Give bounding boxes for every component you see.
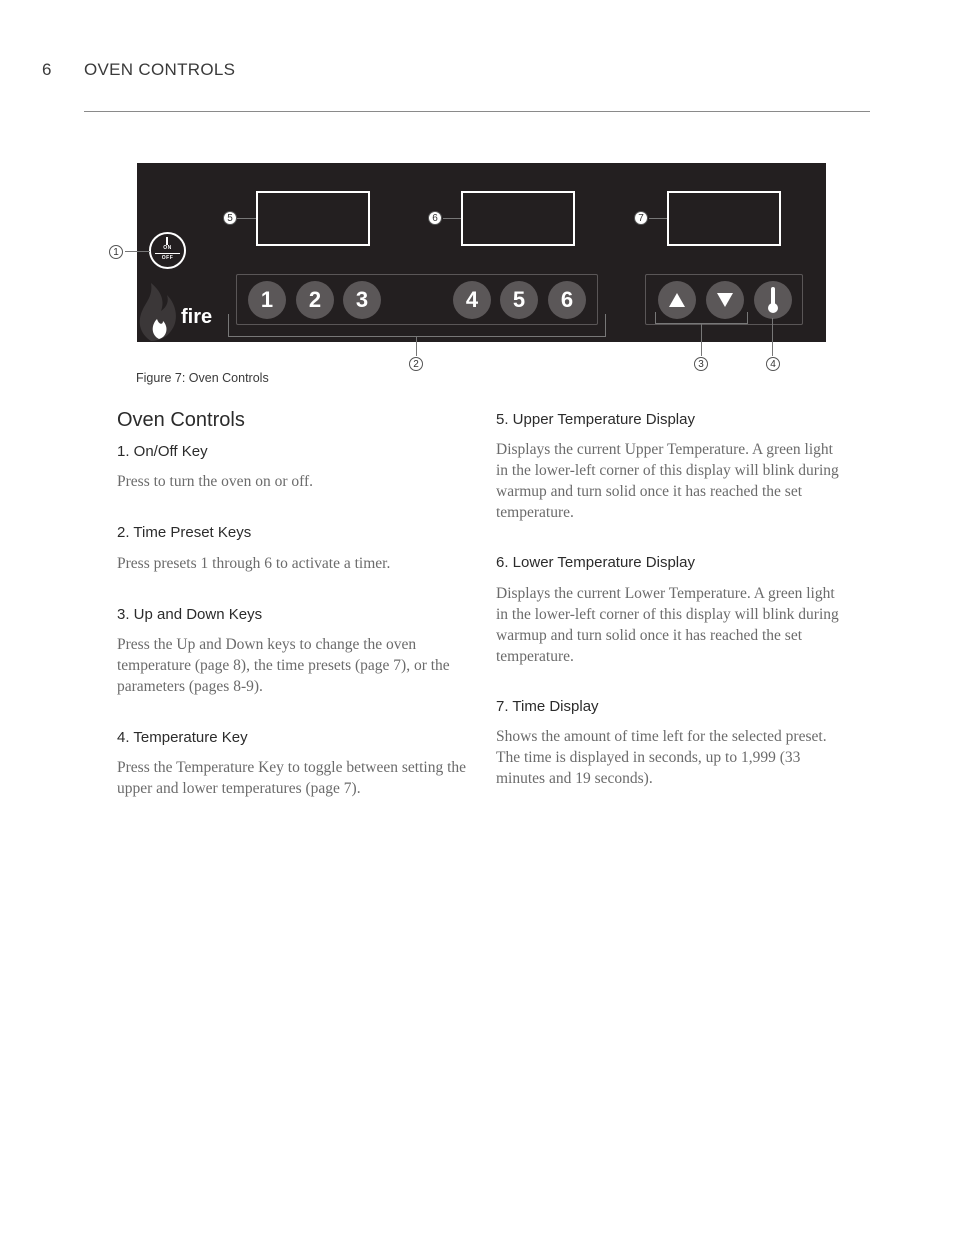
item-title-on-off: 1. On/Off Key bbox=[117, 443, 208, 460]
preset-key-6[interactable]: 6 bbox=[548, 281, 586, 319]
callout-6: 6 bbox=[428, 211, 442, 225]
item-body-upper-display: Displays the current Upper Temperature. A green light in the lower-left corner of this display will blink during warmup and turn solid once it has reached the set temperature. bbox=[496, 441, 839, 521]
off-label: OFF bbox=[161, 255, 174, 261]
callout-5: 5 bbox=[223, 211, 237, 225]
callout-line-7 bbox=[649, 218, 667, 219]
page-number: 6 bbox=[42, 60, 52, 79]
preset-key-3[interactable]: 3 bbox=[343, 281, 381, 319]
item-title-temperature-key: 4. Temperature Key bbox=[117, 729, 248, 746]
callout-line-1 bbox=[125, 251, 150, 252]
figure-caption: Figure 7: Oven Controls bbox=[136, 371, 269, 385]
time-display bbox=[667, 191, 781, 246]
callout-2: 2 bbox=[409, 357, 423, 371]
callout-4: 4 bbox=[766, 357, 780, 371]
callout-line-6 bbox=[443, 218, 461, 219]
bracket-3-right bbox=[747, 312, 748, 324]
bracket-2-left bbox=[228, 314, 229, 337]
section-header: OVEN CONTROLS bbox=[84, 60, 236, 79]
item-body-temperature-key: Press the Temperature Key to toggle between setting the upper and lower temperatures (page 7). bbox=[117, 759, 466, 797]
lower-temperature-display bbox=[461, 191, 575, 246]
bracket-2-bottom bbox=[228, 336, 606, 337]
item-title-upper-display: 5. Upper Temperature Display bbox=[496, 411, 695, 428]
on-off-key[interactable] bbox=[149, 232, 186, 269]
main-title: Oven Controls bbox=[117, 409, 245, 431]
up-key[interactable] bbox=[658, 281, 696, 319]
callout-line-2 bbox=[416, 336, 417, 356]
callout-line-5 bbox=[237, 218, 256, 219]
flame-logo-icon bbox=[137, 281, 181, 343]
power-icon bbox=[166, 237, 168, 245]
temperature-key[interactable] bbox=[754, 281, 792, 319]
item-title-up-down: 3. Up and Down Keys bbox=[117, 606, 263, 623]
down-key[interactable] bbox=[706, 281, 744, 319]
item-body-time-preset: Press presets 1 through 6 to activate a timer. bbox=[117, 555, 391, 572]
item-body-up-down: Press the Up and Down keys to change the oven temperature (page 8), the time presets (page 7), or the parameters (pages 8-9). bbox=[117, 636, 450, 695]
callout-3: 3 bbox=[694, 357, 708, 371]
preset-key-4[interactable]: 4 bbox=[453, 281, 491, 319]
item-body-on-off: Press to turn the oven on or off. bbox=[117, 473, 314, 490]
thermometer-icon bbox=[767, 286, 779, 314]
upper-temperature-display bbox=[256, 191, 370, 246]
callout-1: 1 bbox=[109, 245, 123, 259]
preset-key-1[interactable]: 1 bbox=[248, 281, 286, 319]
item-title-time-preset: 2. Time Preset Keys bbox=[117, 524, 252, 541]
preset-keys-frame bbox=[236, 274, 598, 325]
callout-line-4 bbox=[772, 318, 773, 356]
preset-key-5[interactable]: 5 bbox=[500, 281, 538, 319]
item-body-lower-display: Displays the current Lower Temperature. A green light in the lower-left corner of this display will blink during warmup and turn solid once it has reached the set temperature. bbox=[496, 585, 839, 665]
power-divider bbox=[155, 253, 180, 254]
triangle-down-icon bbox=[717, 293, 733, 307]
item-title-lower-display: 6. Lower Temperature Display bbox=[496, 554, 695, 571]
callout-7: 7 bbox=[634, 211, 648, 225]
callout-line-3 bbox=[701, 323, 702, 356]
on-label: ON bbox=[163, 245, 172, 251]
header-divider bbox=[84, 111, 870, 112]
logo-wordmark: fire bbox=[181, 306, 213, 328]
item-title-time-display: 7. Time Display bbox=[496, 698, 599, 715]
item-body-time-display: Shows the amount of time left for the selected preset. The time is displayed in seconds, up to 1,999 (33 minutes and 19 seconds). bbox=[496, 728, 827, 787]
preset-key-2[interactable]: 2 bbox=[296, 281, 334, 319]
oven-control-panel bbox=[137, 163, 826, 342]
triangle-up-icon bbox=[669, 293, 685, 307]
bracket-2-right bbox=[605, 314, 606, 337]
